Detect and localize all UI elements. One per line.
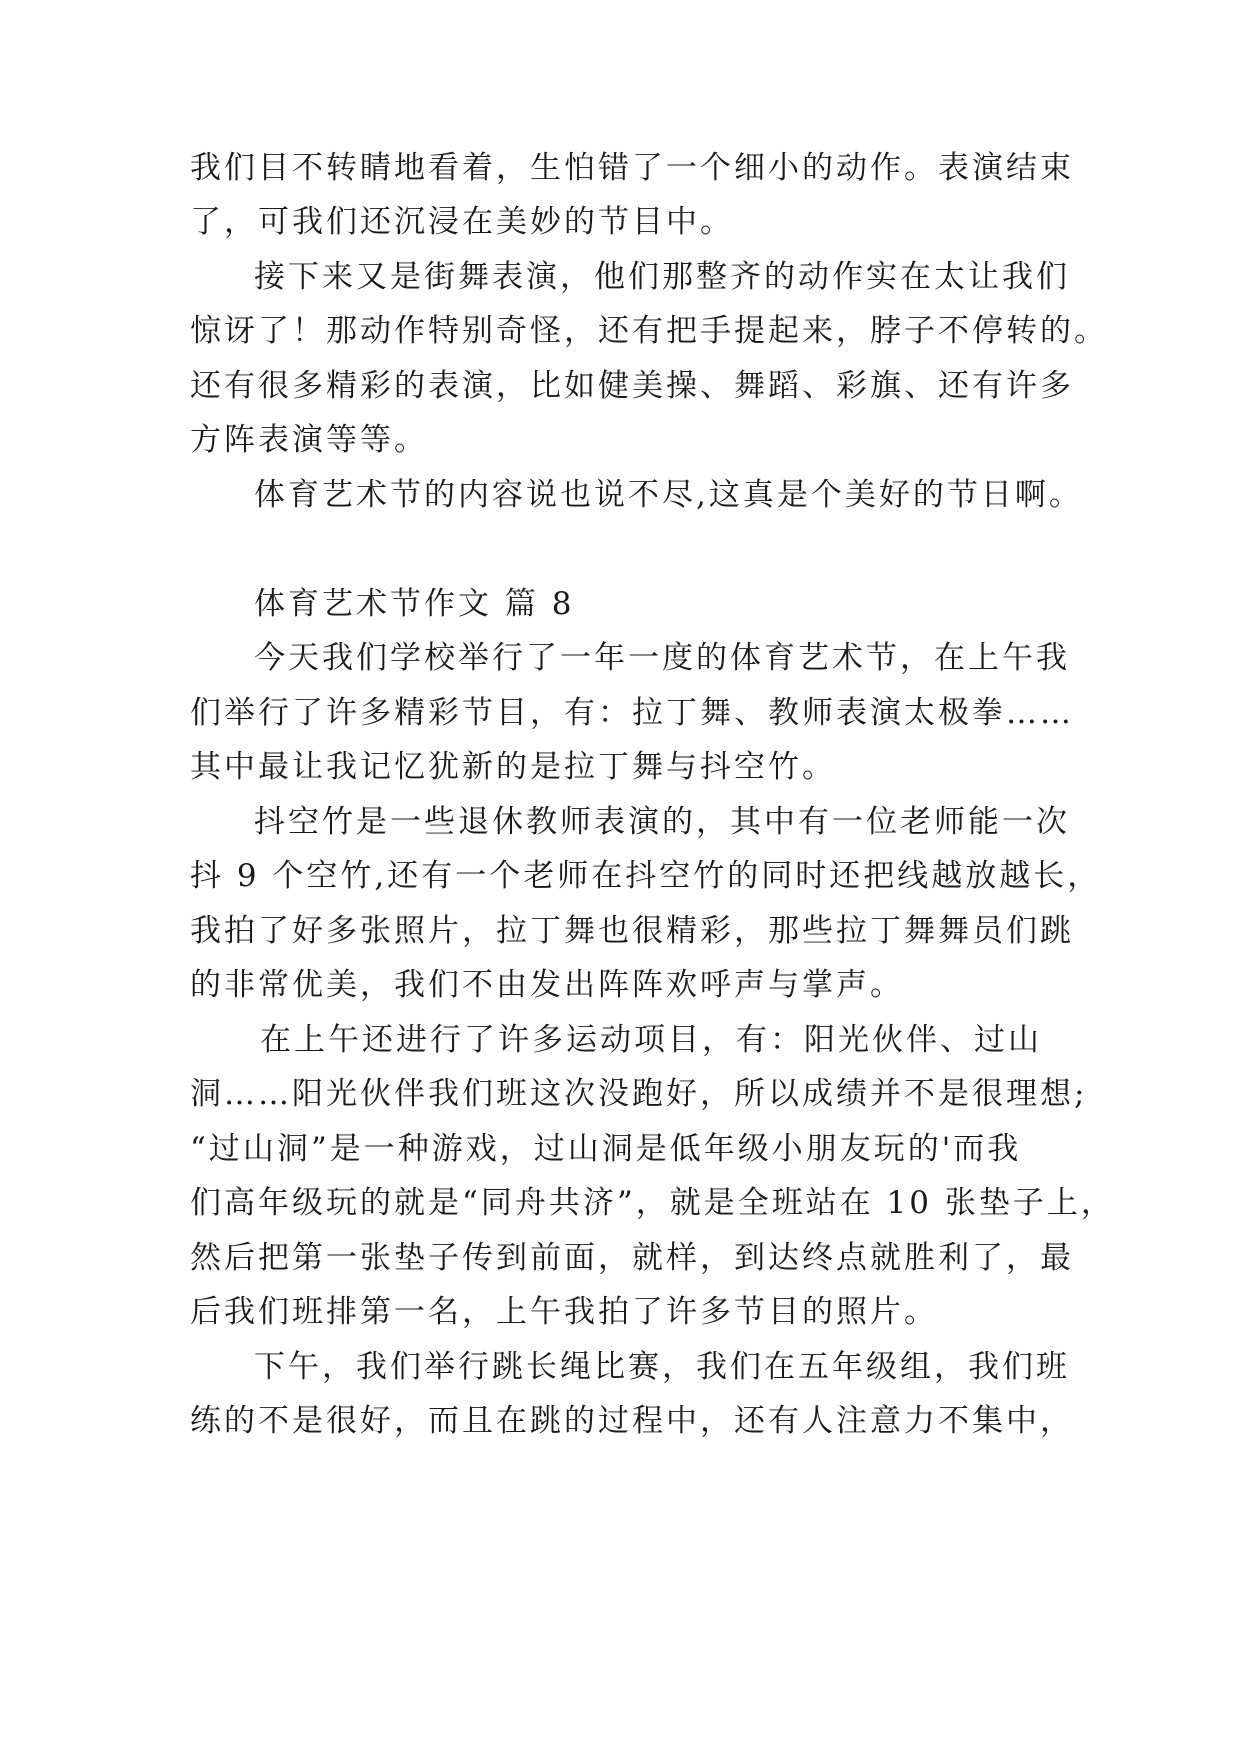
paragraph-line: 我拍了好多张照片，拉丁舞也很精彩，那些拉丁舞舞员们跳 xyxy=(190,913,1074,949)
paragraph-line: 在上午还进行了许多运动项目，有：阳光伙伴、过山 xyxy=(260,1022,1042,1058)
paragraph-line: 们高年级玩的就是“同舟共济”，就是全班站在 10 张垫子上， xyxy=(190,1185,1115,1221)
paragraph-line: 下午，我们举行跳长绳比赛，我们在五年级组，我们班 xyxy=(254,1349,1070,1385)
paragraph-line: 的非常优美，我们不由发出阵阵欢呼声与掌声。 xyxy=(190,967,904,1003)
paragraph-line: “过山洞”是一种游戏，过山洞是低年级小朋友玩的'而我 xyxy=(190,1131,1022,1167)
paragraph-line: 体育艺术节的内容说也说不尽,这真是个美好的节日啊。 xyxy=(254,477,1083,513)
paragraph-line: 惊讶了！那动作特别奇怪，还有把手提起来，脖子不停转的。 xyxy=(190,313,1108,349)
paragraph-line: 洞……阳光伙伴我们班这次没跑好，所以成绩并不是很理想; xyxy=(190,1076,1088,1112)
paragraph-line: 抖空竹是一些退休教师表演的，其中有一位老师能一次 xyxy=(254,804,1070,840)
paragraph-line: 练的不是很好，而且在跳的过程中，还有人注意力不集中， xyxy=(190,1403,1074,1439)
paragraph-line: 后我们班排第一名，上午我拍了许多节目的照片。 xyxy=(190,1294,938,1330)
paragraph-line: 然后把第一张垫子传到前面，就样，到达终点就胜利了，最 xyxy=(190,1240,1074,1276)
paragraph-line: 了，可我们还沉浸在美妙的节目中。 xyxy=(190,204,734,240)
paragraph-line: 接下来又是街舞表演，他们那整齐的动作实在太让我们 xyxy=(254,259,1070,295)
section-heading: 体育艺术节作文 篇 8 xyxy=(254,586,575,622)
paragraph-line: 今天我们学校举行了一年一度的体育艺术节，在上午我 xyxy=(254,640,1070,676)
paragraph-line: 其中最让我记忆犹新的是拉丁舞与抖空竹。 xyxy=(190,749,836,785)
paragraph-line: 们举行了许多精彩节目，有：拉丁舞、教师表演太极拳…… xyxy=(190,695,1074,731)
paragraph-line: 抖 9 个空竹,还有一个老师在抖空竹的同时还把线越放越长， xyxy=(190,858,1102,894)
paragraph-line: 我们目不转睛地看着，生怕错了一个细小的动作。表演结束 xyxy=(190,150,1074,186)
paragraph-line: 方阵表演等等。 xyxy=(190,422,428,458)
paragraph-line: 还有很多精彩的表演，比如健美操、舞蹈、彩旗、还有许多 xyxy=(190,368,1074,404)
